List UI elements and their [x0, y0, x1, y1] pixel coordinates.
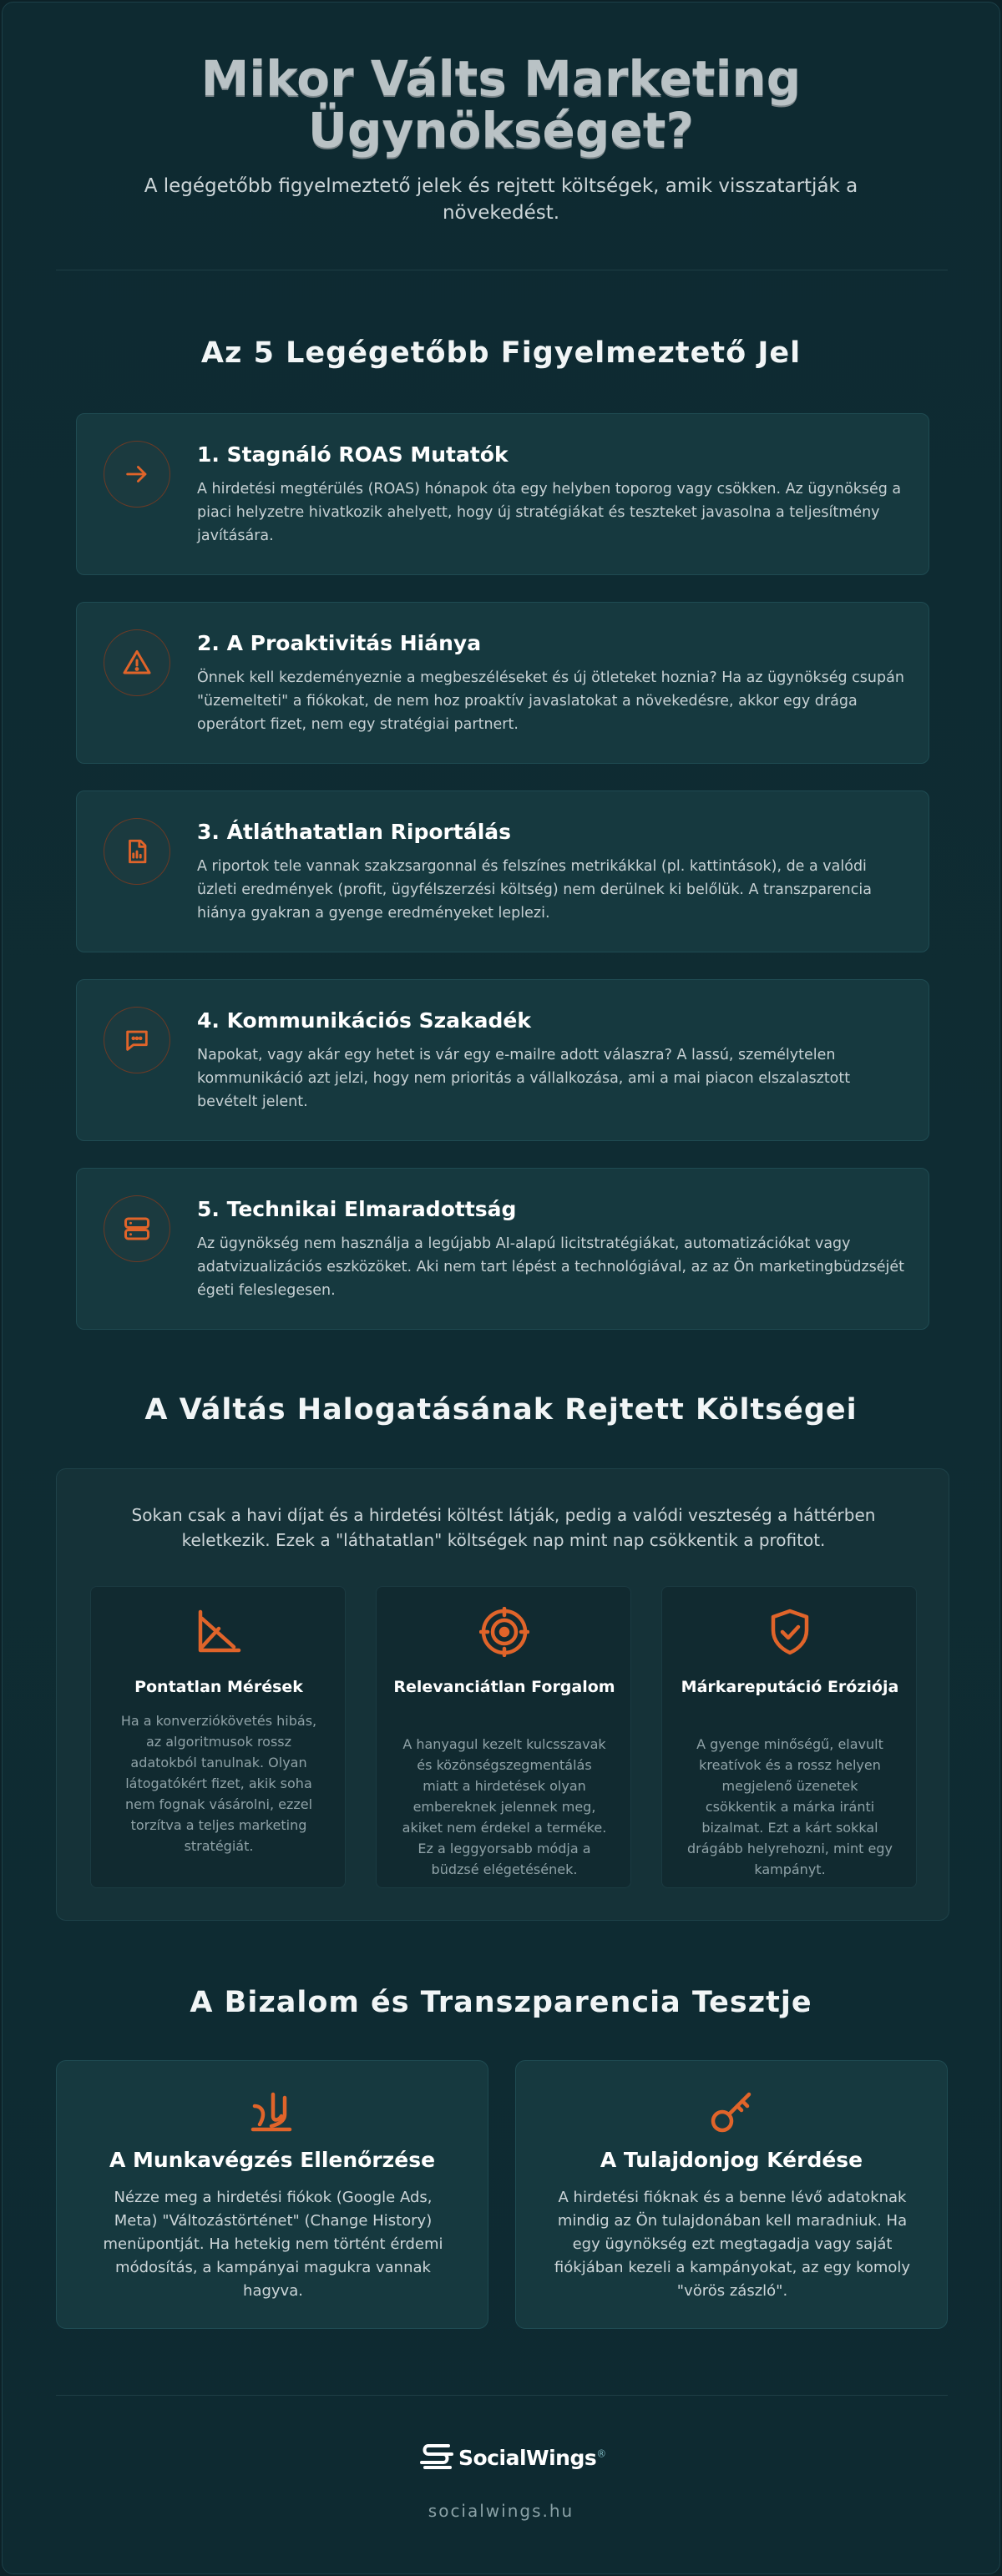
sign-card-5 [76, 1168, 929, 1330]
sign-card-4 [76, 979, 929, 1141]
trust-card-1 [56, 2060, 488, 2329]
sign-title: 5. Technikai Elmaradottság [197, 1197, 517, 1221]
page-title: Mikor Válts Marketing Ügynökséget? [200, 50, 802, 159]
sign-text: A riportok tele vannak szakzsargonnal és felszínes metrikákkal (pl. kattintások), de a valódi üzleti eredmények (profit, ügyfélszerzési költség) nem derülnek ki belőlük. A transzparencia hiánya gyakran a gyenge eredményeket leplezi. [197, 858, 872, 922]
warning-icon [104, 629, 170, 696]
costs-section-title: A Váltás Halogatásának Rejtett Költségei [144, 1393, 858, 1427]
cost-card-1 [90, 1586, 346, 1888]
cost-title: Relevanciátlan Forgalom [393, 1678, 615, 1696]
cost-text: Ha a konverziókövetés hibás, az algoritmusok rossz adatokból tanulnak. Olyan látogatókért fizet, akik soha nem fognak vásárolni, ezzel torzítva a teljes marketing stratégiát. [120, 1713, 317, 1854]
sign-card-1 [76, 413, 929, 575]
sign-text: Önnek kell kezdeményeznie a megbeszéléseket és új ötleteket hoznia? Ha az ügynökség csupán "üzemelteti" a fiókokat, de nem hoz proaktív javaslatokat a növekedésre, akkor egy drága operátort fizet, nem egy stratégiai partnert. [197, 669, 904, 733]
chat-icon [104, 1007, 170, 1073]
shield-check-icon [765, 1607, 815, 1657]
target-icon [479, 1607, 529, 1657]
sign-title: 4. Kommunikációs Szakadék [197, 1008, 532, 1033]
trust-section-title: A Bizalom és Transzparencia Tesztje [190, 1986, 812, 2019]
cost-card-2 [376, 1586, 631, 1888]
sign-card-2 [76, 602, 929, 764]
logo-mark-icon [415, 2437, 457, 2479]
cost-title: Márkareputáció Eróziója [681, 1678, 899, 1696]
report-icon [104, 818, 170, 885]
signs-section-title: Az 5 Legégetőbb Figyelmeztető Jel [200, 336, 802, 370]
chart-decline-icon [194, 1607, 244, 1657]
sign-title: 3. Átláthatatlan Riportálás [197, 820, 512, 844]
trust-text: A hirdetési fióknak és a benne lévő adatoknak mindig az Ön tulajdonában kell maradniuk. Ha egy ügynökség ezt megtagadja vagy saját fiókjában kezeli a kampányokat, az egy komoly "vörös zászló". [554, 2189, 911, 2300]
sign-text: Napokat, vagy akár egy hetet is vár egy e-mailre adott válaszra? A lassú, személytelen kommunikáció azt jelzi, hogy nem prioritás a vállalkozása, ami a mai piacon elszalasztott bevételt jelent. [197, 1047, 851, 1110]
divider [56, 2395, 948, 2396]
brand-logo [415, 2437, 606, 2479]
infographic-page [2, 2, 1000, 2574]
server-icon [104, 1195, 170, 1262]
key-icon [707, 2088, 757, 2138]
costs-intro: Sokan csak a havi díjat és a hirdetési költést látják, pedig a valódi veszteség a háttérben keletkezik. Ezek a "láthatatlan" költségek nap mint nap csökkentik a profitot. [131, 1505, 876, 1550]
sign-card-3 [76, 790, 929, 952]
trust-card-2 [515, 2060, 948, 2329]
trust-title: A Tulajdonjog Kérdése [600, 2148, 863, 2172]
cost-text: A hanyagul kezelt kulcsszavak és közönségszegmentálás miatt a hirdetések olyan embereknek jelennek meg, akiket nem érdekel a terméke. Ez a leggyorsabb módja a büdzsé elégetésének. [402, 1736, 607, 1877]
signature-icon [248, 2088, 298, 2138]
sign-title: 1. Stagnáló ROAS Mutatók [197, 442, 509, 467]
page-subtitle: A legégetőbb figyelmeztető jelek és rejtett költségek, amik visszatartják a növekedést. [144, 175, 858, 224]
hero [3, 50, 999, 226]
sign-title: 2. A Proaktivitás Hiánya [197, 631, 482, 655]
sign-text: A hirdetési megtérülés (ROAS) hónapok óta egy helyben toporog vagy csökken. Az ügynökség a piaci helyzetre hivatkozik ahelyett, hogy új stratégiákat és teszteket javasolna a teljesítmény javítására. [197, 481, 902, 544]
brand-name: SocialWings® [458, 2446, 606, 2470]
trust-text: Nézze meg a hirdetési fiókok (Google Ads, Meta) "Változástörténet" (Change History) menüpontját. Ha hetekig nem történt érdemi módosítás, a kampányai magukra vannak hagyva. [103, 2189, 443, 2300]
arrow-right-icon [104, 441, 170, 508]
cost-title: Pontatlan Mérések [134, 1678, 303, 1696]
cost-card-3 [661, 1586, 917, 1888]
cost-text: A gyenge minőségű, elavult kreatívok és a rossz helyen megjelenő üzenetek csökkentik a márka iránti bizalmat. Ezt a kárt sokkal drágább helyrehozni, mint egy kampányt. [687, 1736, 893, 1877]
trust-title: A Munkavégzés Ellenőrzése [109, 2148, 436, 2172]
website-link[interactable]: socialwings.hu [428, 2501, 574, 2521]
costs-box [56, 1468, 949, 1921]
sign-text: Az ügynökség nem használja a legújabb AI-alapú licitstratégiákat, automatizációkat vagy adatvizualizációs eszközöket. Aki nem tart lépést a technológiával, az az Ön marketingbüdzséjét égeti feleslegesen. [197, 1235, 904, 1299]
